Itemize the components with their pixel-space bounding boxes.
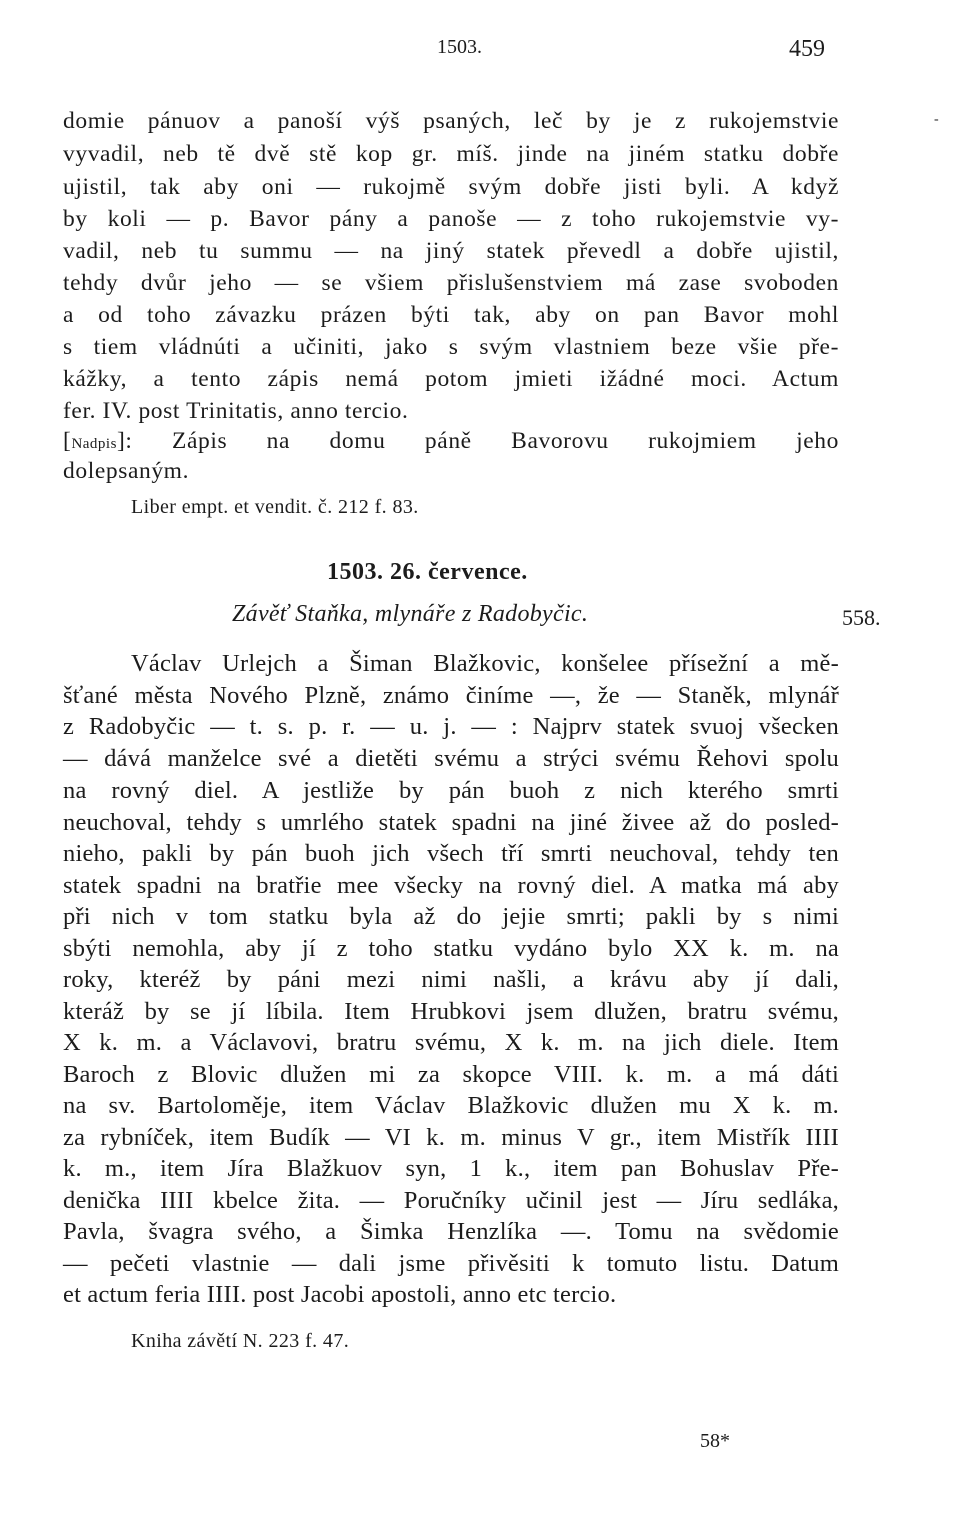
text-line: neuchoval, tehdy s umrlého statek spadni na jiné živee až do posled- xyxy=(63,809,839,836)
text-line: kteráž by se jí líbila. Item Hrubkovi jsem dlužen, bratru svému, xyxy=(63,998,839,1025)
text-line: denička IIII kbelce žita. — Poručníky učinil jest — Jíru sedláka, xyxy=(63,1187,839,1214)
entry-date: 1503. 26. července. xyxy=(327,559,528,585)
text-line: — pečeti vlastnie — dali jsme přivěsiti k tomuto listu. Datum xyxy=(63,1250,839,1277)
text-line: Pavla, švagra svého, a Šimka Henzlíka —. Tomu na svědomie xyxy=(63,1218,839,1245)
entry-title: Závěť Staňka, mlynáře z Radobyčic. xyxy=(232,601,589,627)
text-line: fer. IV. post Trinitatis, anno tercio. xyxy=(63,398,409,424)
text-line: sbýti nemohla, aby jí z toho statku vydáno bylo XX k. m. na xyxy=(63,935,839,962)
text-line: statek spadni na bratřie mee všecky na rovný diel. A matka má aby xyxy=(63,872,839,899)
text-line: et actum feria IIII. post Jacobi apostoli, anno etc tercio. xyxy=(63,1281,617,1308)
source-citation: Liber empt. et vendit. č. 212 f. 83. xyxy=(131,496,419,518)
text-line: tehdy dvůr jeho — se všiem přislušenstviem má zase svoboden xyxy=(63,270,839,296)
text-line: s tiem vládnúti a učiniti, jako s svým vlastniem beze všie pře- xyxy=(63,334,839,360)
text-line: by koli — p. Bavor pány a panoše — z toho rukojemstvie vy- xyxy=(63,206,839,232)
text-line: vadil, neb tu summu — na jiný statek převedl a dobře ujistil, xyxy=(63,238,839,264)
text-line: nieho, pakli by pán buoh jich všech tří smrti neuchoval, tehdy ten xyxy=(63,840,839,867)
signature-mark: 58* xyxy=(700,1430,730,1452)
text-line: za rybníček, item Budík — VI k. m. minus V gr., item Mistřík IIII xyxy=(63,1124,839,1151)
entry-number: 558. xyxy=(842,605,881,630)
running-head-year: 1503. xyxy=(437,36,482,58)
text-line: na rovný diel. A jestliže by pán buoh z nich kterého smrti xyxy=(63,777,839,804)
caption-label: Nadpis xyxy=(71,436,117,452)
caption-text: Zápis na domu páně Bavorovu rukojmiem jeho xyxy=(171,428,839,454)
text-line: — dává manželce své a dietěti svému a strýci svému Řehovi spolu xyxy=(63,745,839,772)
caption-line-cont: dolepsaným. xyxy=(63,458,190,484)
text-line: ujistil, tak aby oni — rukojmě svým dobře jisti byli. A když xyxy=(63,174,839,200)
text-line: roky, kteréž by páni mezi nimi našli, a krávu aby jí dali, xyxy=(63,966,839,993)
text-line: šťané města Nového Plzně, známo činíme —, že — Staněk, mlynář xyxy=(63,682,839,709)
text-line: kážky, a tento zápis nemá potom jmieti ižádné moci. Actum xyxy=(63,366,839,392)
text-line: na sv. Bartoloměje, item Václav Blažkovic dlužen mu X k. m. xyxy=(63,1092,839,1119)
text-line: a od toho závazku prázen býti tak, aby on pan Bavor mohl xyxy=(63,302,839,328)
text-line: z Radobyčic — t. s. p. r. — u. j. — : Najprv statek svuoj všecken xyxy=(63,713,839,740)
text-line: Baroch z Blovic dlužen mi za skopce VIII. k. m. a má dáti xyxy=(63,1061,839,1088)
source-citation: Kniha závětí N. 223 f. 47. xyxy=(131,1330,350,1352)
text-line: k. m., item Jíra Blažkuov syn, 1 k., item pan Bohuslav Pře- xyxy=(63,1155,839,1182)
text-line: při nich v tom statku byla až do jejie smrti; pakli by s nimi xyxy=(63,903,839,930)
text-line: domie pánuov a panoší výš psaných, leč by je z rukojemstvie xyxy=(63,108,839,134)
caption-label-group: [Nadpis]: xyxy=(63,428,133,454)
text-line: vyvadil, neb tě dvě stě kop gr. míš. jinde na jiném statku dobře xyxy=(63,141,839,167)
text-line: X k. m. a Václavovi, bratru svému, X k. m. na jich diele. Item xyxy=(63,1029,839,1056)
page-number: 459 xyxy=(789,36,825,62)
text-line: Václav Urlejch a Šiman Blažkovic, konšelee přísežní a mě- xyxy=(131,650,839,677)
caption-line xyxy=(63,428,839,455)
edge-mark: - xyxy=(934,112,939,127)
